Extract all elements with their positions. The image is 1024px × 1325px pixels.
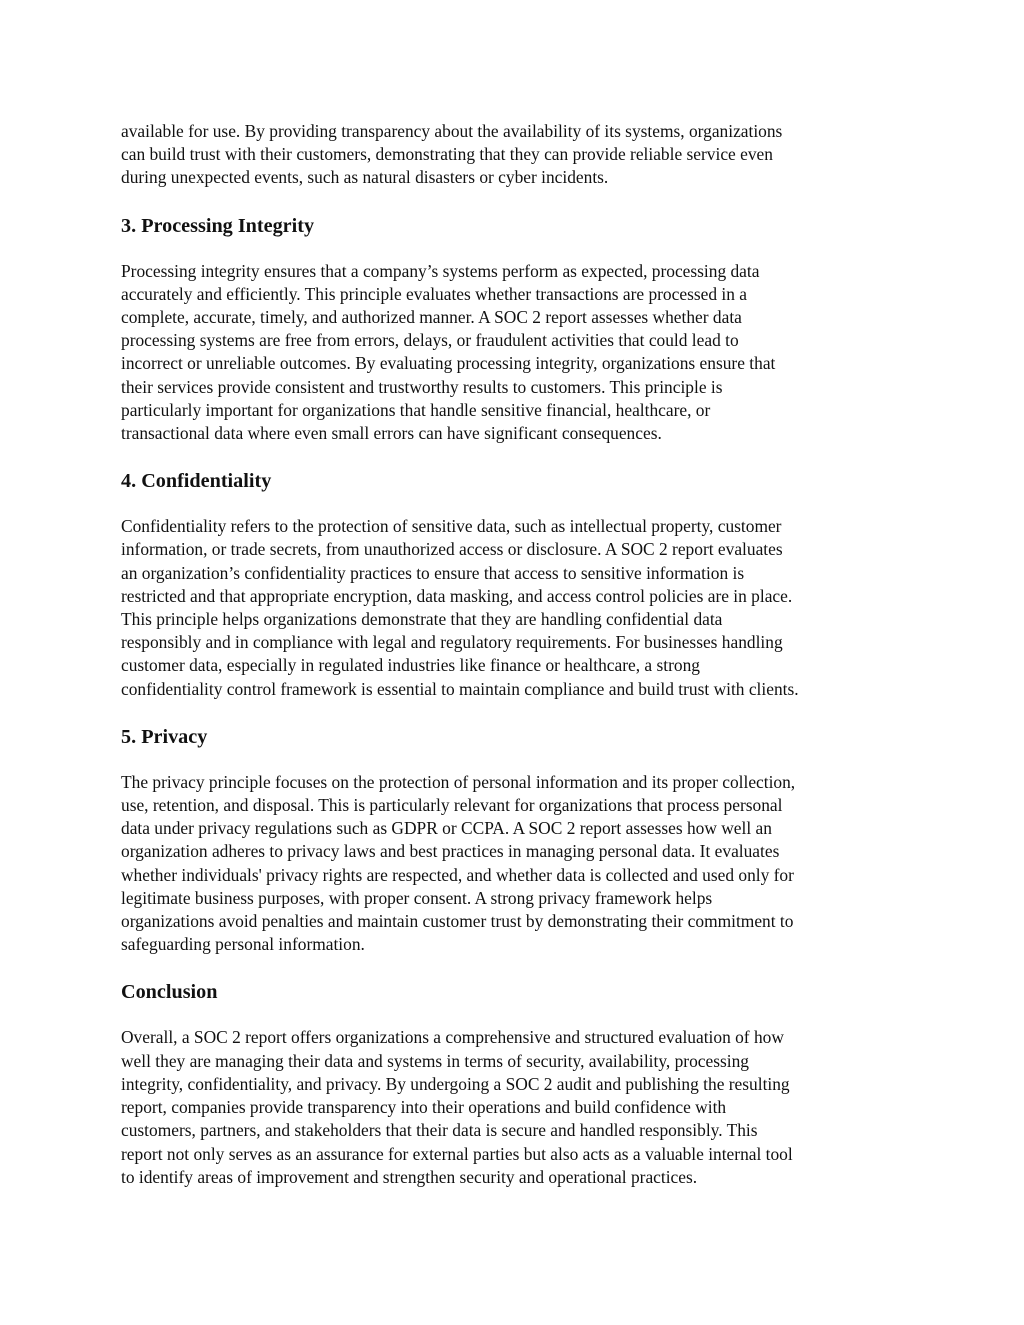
text-line: complete, accurate, timely, and authorized manner. A SOC 2 report assesses whether data xyxy=(121,307,742,328)
text-line: particularly important for organizations that handle sensitive financial, healthcare, or xyxy=(121,399,711,420)
text-line: report, companies provide transparency into their operations and build confidence with xyxy=(121,1097,727,1118)
text-line: incorrect or unreliable outcomes. By evaluating processing integrity, organizations ensure that xyxy=(121,353,776,374)
text-line: legitimate business purposes, with proper consent. A strong privacy framework helps xyxy=(121,887,713,908)
text-line: whether individuals' privacy rights are respected, and whether data is collected and used only for xyxy=(121,864,794,885)
text-line: organizations avoid penalties and maintain customer trust by demonstrating their commitment to xyxy=(121,911,794,932)
section-paragraph-processing-integrity xyxy=(121,260,911,446)
text-line: transactional data where even small errors can have significant consequences. xyxy=(121,423,662,444)
text-line: The privacy principle focuses on the protection of personal information and its proper collection, xyxy=(121,771,796,792)
text-line: available for use. By providing transparency about the availability of its systems, organizations xyxy=(121,121,783,141)
intro-paragraph xyxy=(121,120,911,190)
text-line: integrity, confidentiality, and privacy. By undergoing a SOC 2 audit and publishing the resulting xyxy=(121,1073,790,1094)
text-line: during unexpected events, such as natural disasters or cyber incidents. xyxy=(121,167,609,188)
document-page xyxy=(121,120,911,1189)
text-line: Confidentiality refers to the protection of sensitive data, such as intellectual property, customer xyxy=(121,516,782,537)
section-heading-privacy: 5. Privacy xyxy=(121,725,208,748)
text-line: customers, partners, and stakeholders that their data is secure and handled responsibly. This xyxy=(121,1120,758,1141)
text-line: Processing integrity ensures that a company’s systems perform as expected, processing data xyxy=(121,260,760,281)
text-line: report not only serves as an assurance for external parties but also acts as a valuable internal tool xyxy=(121,1143,793,1164)
section-paragraph-conclusion xyxy=(121,1026,911,1188)
text-line: to identify areas of improvement and strengthen security and operational practices. xyxy=(121,1166,698,1187)
section-heading-confidentiality: 4. Confidentiality xyxy=(121,470,272,493)
section-heading-processing-integrity: 3. Processing Integrity xyxy=(121,214,315,237)
text-line: data under privacy regulations such as GDPR or CCPA. A SOC 2 report assesses how well an xyxy=(121,818,772,839)
section-paragraph-confidentiality xyxy=(121,515,911,701)
text-line: customer data, especially in regulated industries like finance or healthcare, a strong xyxy=(121,655,700,676)
text-line: responsibly and in compliance with legal and regulatory requirements. For businesses handling xyxy=(121,632,783,653)
text-line: an organization’s confidentiality practices to ensure that access to sensitive information is xyxy=(121,562,745,583)
text-line: can build trust with their customers, demonstrating that they can provide reliable service even xyxy=(121,144,773,165)
text-line: their services provide consistent and trustworthy results to customers. This principle is xyxy=(121,376,723,397)
text-line: Overall, a SOC 2 report offers organizations a comprehensive and structured evaluation of how xyxy=(121,1027,784,1048)
section-paragraph-privacy xyxy=(121,771,911,957)
text-line: use, retention, and disposal. This is particularly relevant for organizations that process personal xyxy=(121,795,783,816)
text-line: well they are managing their data and systems in terms of security, availability, processing xyxy=(121,1050,749,1071)
text-line: accurately and efficiently. This principle evaluates whether transactions are processed in a xyxy=(121,283,747,304)
text-line: restricted and that appropriate encryption, data masking, and access control policies are in place. xyxy=(121,585,793,606)
section-heading-conclusion: Conclusion xyxy=(121,981,218,1004)
text-line: confidentiality control framework is essential to maintain compliance and build trust with clients. xyxy=(121,678,799,699)
text-line: processing systems are free from errors, delays, or fraudulent activities that could lead to xyxy=(121,330,739,351)
text-line: safeguarding personal information. xyxy=(121,934,365,955)
text-line: organization adheres to privacy laws and best practices in managing personal data. It evaluates xyxy=(121,841,780,862)
text-line: This principle helps organizations demonstrate that they are handling confidential data xyxy=(121,609,723,630)
text-line: information, or trade secrets, from unauthorized access or disclosure. A SOC 2 report evaluates xyxy=(121,539,783,560)
